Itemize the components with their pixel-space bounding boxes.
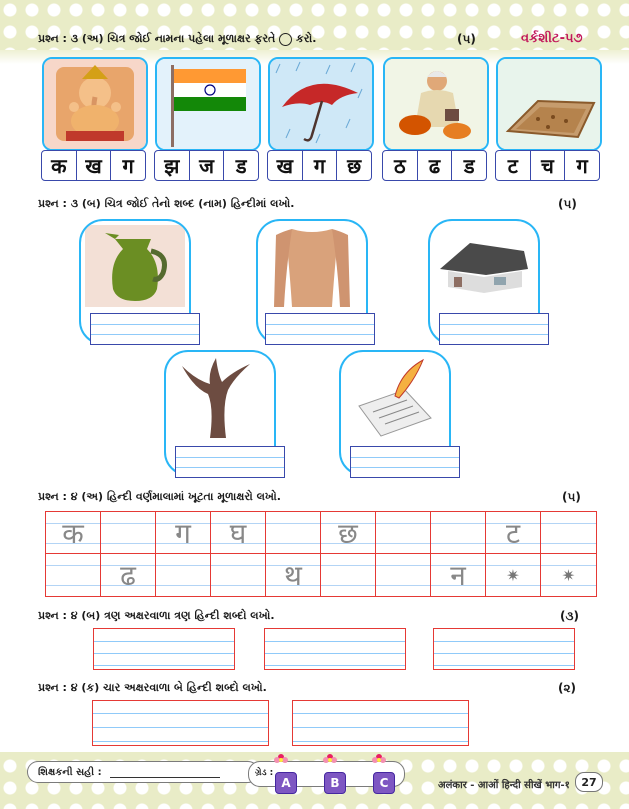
flower-icon [370, 752, 388, 768]
umbrella-rain-icon [270, 59, 372, 149]
grid-cell[interactable] [321, 554, 376, 596]
star-icon: ✷ [486, 554, 541, 596]
jug-icon [85, 225, 185, 307]
letter-option[interactable]: ख [276, 154, 294, 178]
mat-carpet-icon [498, 59, 600, 149]
q4a-text: હિન્દી વર્ણમાલામાં ખૂટતા મૂળાક્ષરો લખો. [106, 490, 281, 503]
indian-flag-icon [157, 59, 259, 149]
letter-options-1 [41, 150, 146, 181]
picture-tailor [383, 57, 489, 151]
grid-cell[interactable]: ट [486, 512, 541, 554]
letter-option[interactable]: ढ [417, 151, 452, 180]
letter-option[interactable]: ग [564, 151, 599, 180]
house-icon [434, 225, 534, 307]
three-letter-word-box-1[interactable] [93, 628, 235, 670]
grade-b-button[interactable]: B [324, 772, 346, 794]
q4b-text: ત્રણ અક્ષરવાળા ત્રણ હિન્દી શબ્દો લખો. [104, 609, 275, 622]
tailor-man-icon [385, 59, 487, 149]
book-title: अलंकार - आओं हिन्दी सीखें भाग-१ [438, 780, 570, 791]
answer-box-tree[interactable] [175, 446, 285, 478]
q3a-prefix: પ્રશ્ન : ૩ (અ) [38, 32, 104, 45]
q4b-instruction [38, 609, 275, 623]
body-icon [262, 225, 362, 307]
picture-mat [496, 57, 602, 151]
three-letter-word-box-2[interactable] [264, 628, 406, 670]
letter-option[interactable]: ड [451, 151, 486, 180]
teacher-signature [27, 761, 259, 783]
grid-cell[interactable]: क [46, 512, 101, 554]
letter-option[interactable]: ट [507, 154, 518, 178]
q4a-marks: (૫) [562, 490, 581, 504]
grid-cell[interactable] [376, 554, 431, 596]
grid-cell[interactable]: थ [266, 554, 321, 596]
q4c-marks: (૨) [558, 681, 577, 695]
letter-option[interactable]: ठ [394, 154, 406, 178]
grid-cell[interactable] [431, 512, 486, 554]
grid-cell[interactable]: छ [321, 512, 376, 554]
grade-a-button[interactable]: A [275, 772, 297, 794]
letter-option[interactable]: ख [76, 151, 111, 180]
paper-quill-icon [345, 356, 445, 438]
answer-box-jug[interactable] [90, 313, 200, 345]
grid-cell[interactable] [266, 512, 321, 554]
letter-option[interactable]: ग [302, 151, 337, 180]
grid-cell[interactable] [101, 512, 156, 554]
picture-ganesh [42, 57, 148, 151]
answer-box-body[interactable] [265, 313, 375, 345]
four-letter-word-box-2[interactable] [292, 700, 469, 746]
grid-cell[interactable] [376, 512, 431, 554]
letter-options-4 [382, 150, 487, 181]
grid-cell[interactable] [46, 554, 101, 596]
letter-options-5 [495, 150, 600, 181]
answer-box-house[interactable] [439, 313, 549, 345]
q3a-instruction [38, 32, 316, 46]
q4c-instruction [38, 681, 267, 695]
q4b-marks: (૩) [560, 609, 579, 623]
q4c-text: ચાર અક્ષરવાળા બે હિન્દી શબ્દો લખો. [103, 681, 267, 694]
q3a-text-after: કરો. [296, 32, 317, 45]
grid-cell[interactable]: घ [211, 512, 266, 554]
letter-option[interactable]: ज [189, 151, 224, 180]
flower-icon [272, 752, 290, 768]
grid-cell[interactable] [211, 554, 266, 596]
page-number: 27 [575, 772, 603, 792]
grid-cell[interactable]: ग [156, 512, 211, 554]
letter-option[interactable]: ड [223, 151, 258, 180]
picture-flag [155, 57, 261, 151]
letter-option[interactable]: क [51, 154, 67, 178]
letter-option[interactable]: च [530, 151, 565, 180]
q4a-instruction [38, 490, 281, 504]
q3a-text-before: ચિત્ર જોઈ નામના પહેલા મૂળાક્ષર ફરતે [107, 32, 276, 45]
q3b-instruction [38, 197, 294, 211]
three-letter-word-box-3[interactable] [433, 628, 575, 670]
flower-icon [321, 752, 339, 768]
star-icon: ✷ [541, 554, 596, 596]
letter-option[interactable]: ग [110, 151, 145, 180]
letter-options-3 [267, 150, 372, 181]
grid-cell[interactable] [156, 554, 211, 596]
grade-label: ગ્રેડ : [255, 768, 274, 778]
letter-options-2 [154, 150, 259, 181]
picture-umbrella [268, 57, 374, 151]
worksheet-label: વર્કશીટ-૫૭ [521, 31, 583, 46]
grade-c-button[interactable]: C [373, 772, 395, 794]
letter-option[interactable]: छ [336, 151, 371, 180]
q3a-marks: (૫) [457, 32, 476, 46]
grid-cell[interactable] [541, 512, 596, 554]
teacher-sign-label: શિક્ષકની સહી : [38, 766, 102, 778]
q4b-prefix: પ્રશ્ન : ૪ (બ) [38, 609, 101, 622]
q3b-marks: (૫) [558, 197, 577, 211]
alphabet-grid [45, 511, 597, 597]
q4a-prefix: પ્રશ્ન : ૪ (અ) [38, 490, 104, 503]
q4c-prefix: પ્રશ્ન : ૪ (ક) [38, 681, 100, 694]
grid-cell[interactable]: न [431, 554, 486, 596]
q3b-prefix: પ્રશ્ન : ૩ (બ) [38, 197, 101, 210]
four-letter-word-box-1[interactable] [92, 700, 269, 746]
ganesh-idol-icon [44, 59, 146, 149]
circle-icon [279, 33, 292, 46]
grid-cell[interactable]: ढ [101, 554, 156, 596]
signature-line[interactable] [110, 767, 220, 778]
tree-icon [170, 356, 270, 438]
q3b-text: ચિત્ર જોઈ તેનો શબ્દ (નામ) હિન્દીમાં લખો. [104, 197, 295, 210]
letter-option[interactable]: झ [164, 154, 180, 178]
answer-box-paper[interactable] [350, 446, 460, 478]
